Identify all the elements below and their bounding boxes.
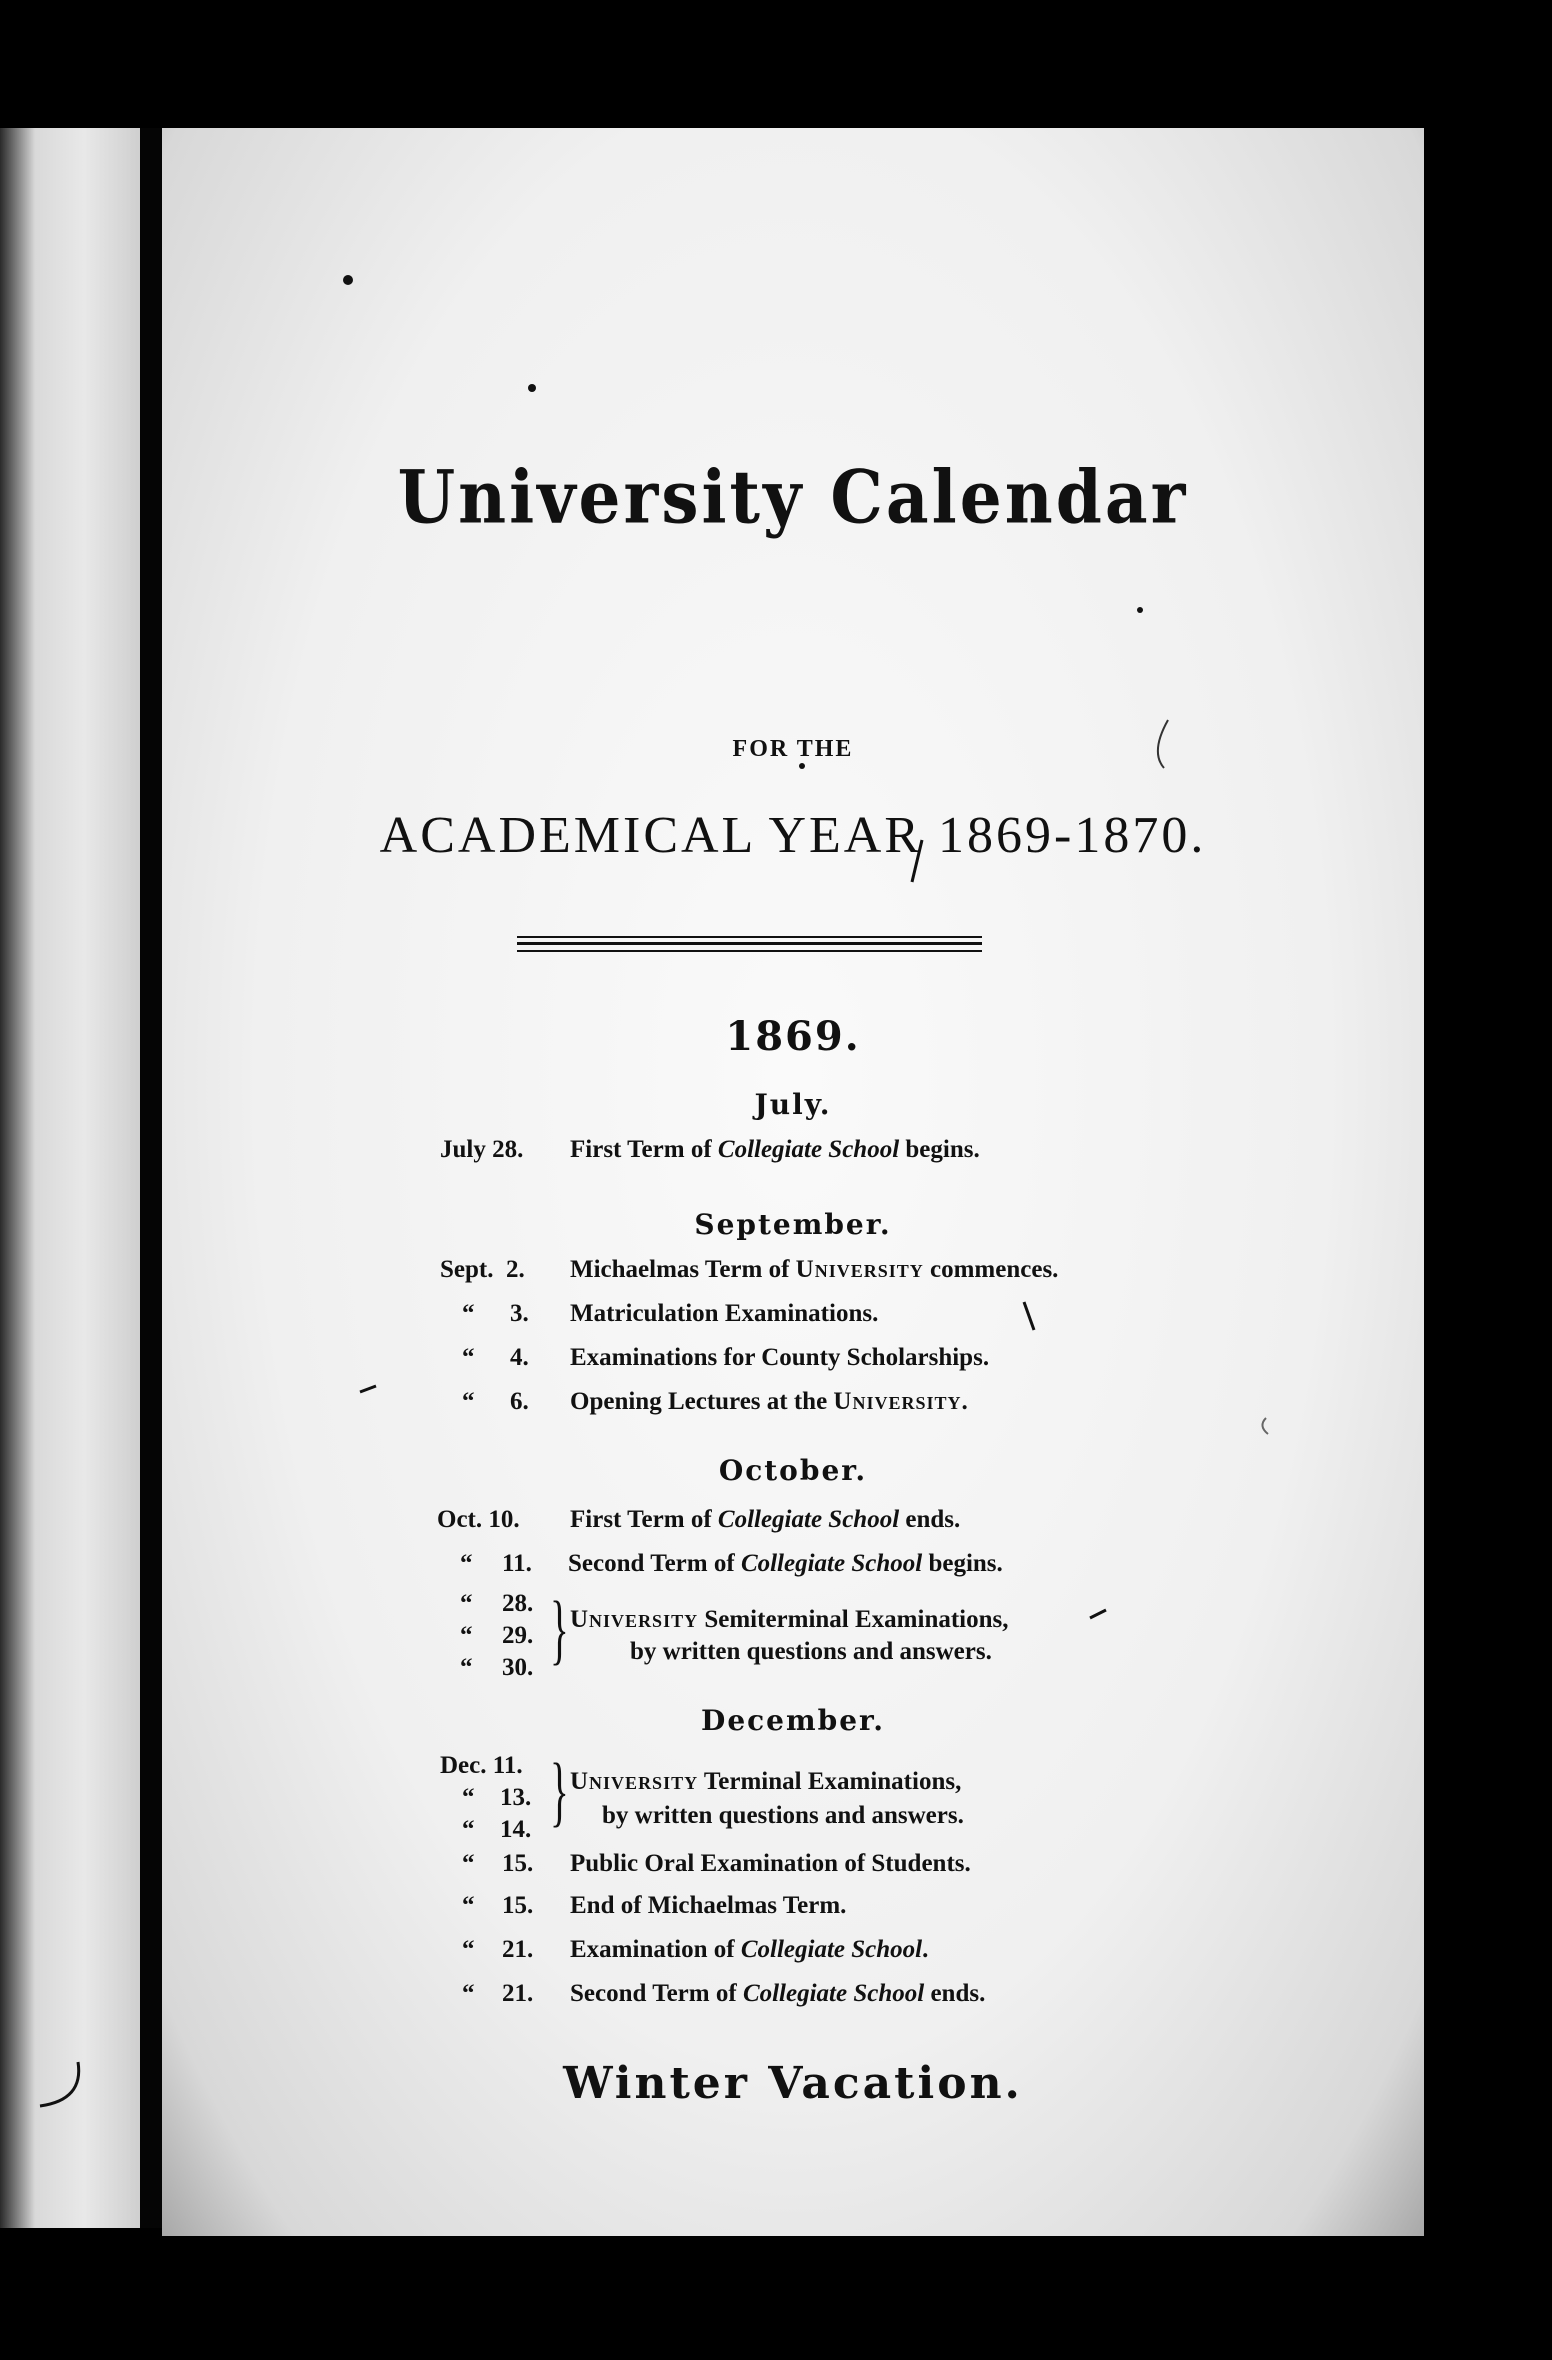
entry-date: Dec. 11.: [440, 1752, 523, 1779]
calendar-entry: [510, 1344, 990, 1372]
page-title: University Calendar: [397, 454, 1189, 540]
entry-text: ends.: [899, 1506, 961, 1533]
book-spine: [140, 128, 162, 2228]
academical-year-heading: ACADEMICAL YEAR 1869-1870.: [379, 807, 1207, 864]
entry-day: 13.: [500, 1784, 532, 1811]
ditto-mark: “: [462, 1892, 475, 1919]
ditto-mark: “: [462, 1300, 475, 1327]
month-heading-december: December.: [701, 1704, 885, 1737]
entry-text: by written questions and answers.: [602, 1802, 964, 1829]
calendar-entry: [570, 1768, 961, 1796]
entry-smallcaps: University: [570, 1768, 699, 1795]
calendar-entry: [510, 1300, 879, 1328]
entry-day: 21.: [502, 1936, 534, 1963]
entry-text: First Term of: [570, 1506, 718, 1533]
entry-text: Opening Lectures at the: [570, 1388, 834, 1415]
calendar-entry: [570, 1606, 1009, 1634]
entry-day: 14.: [500, 1816, 532, 1843]
entry-text: Second Term of: [568, 1550, 741, 1577]
subtitle-for-the: FOR THE: [732, 736, 854, 762]
entry-day: 21.: [502, 1980, 534, 2007]
calendar-entry: [502, 1980, 986, 2008]
ditto-mark: “: [462, 1980, 475, 2007]
ditto-mark: “: [460, 1654, 473, 1681]
entry-day: 3.: [510, 1300, 529, 1327]
year-heading: 1869.: [725, 1013, 861, 1060]
entry-italic: Collegiate School: [717, 1136, 900, 1163]
calendar-entry: [502, 1850, 971, 1878]
entry-text: .: [922, 1936, 929, 1963]
entry-italic: Collegiate School: [740, 1550, 923, 1577]
ditto-mark: “: [462, 1850, 475, 1877]
entry-date: Oct. 10.: [437, 1506, 520, 1533]
calendar-entry: [502, 1936, 929, 1964]
winter-vacation-heading: Winter Vacation.: [563, 2058, 1023, 2109]
entry-text: commences.: [923, 1256, 1059, 1283]
entry-date: Sept. 2.: [440, 1256, 525, 1283]
calendar-entry: [510, 1388, 968, 1416]
entry-smallcaps: University: [795, 1256, 924, 1283]
calendar-entry: [437, 1506, 961, 1534]
entry-day: 11.: [502, 1550, 532, 1577]
entry-day: 4.: [510, 1344, 529, 1371]
divider-rule: [517, 950, 982, 952]
entry-italic: Collegiate School: [717, 1506, 900, 1533]
entry-text: End of Michaelmas Term.: [570, 1892, 847, 1919]
ditto-mark: “: [462, 1388, 475, 1415]
ditto-mark: “: [462, 1816, 475, 1843]
entry-day: 30.: [502, 1654, 534, 1681]
divider-rule: [517, 942, 982, 945]
calendar-entry: [502, 1550, 1003, 1578]
entry-smallcaps: University: [833, 1388, 962, 1415]
entry-text: .: [961, 1388, 968, 1415]
month-heading-july: July.: [754, 1088, 832, 1121]
curly-brace: }: [550, 1585, 569, 1672]
entry-text: begins.: [922, 1550, 1003, 1577]
calendar-entry: [502, 1892, 847, 1920]
entry-text: First Term of: [570, 1136, 718, 1163]
facing-page-edge: [0, 128, 140, 2228]
ditto-mark: “: [462, 1344, 475, 1371]
entry-text: Matriculation Examinations.: [570, 1300, 879, 1327]
entry-text: Terminal Examinations,: [698, 1768, 962, 1795]
entry-text: Semiterminal Examinations,: [698, 1606, 1009, 1633]
entry-text: by written questions and answers.: [630, 1638, 992, 1665]
entry-text: ends.: [924, 1980, 986, 2007]
month-heading-september: September.: [694, 1208, 892, 1241]
entry-italic: Collegiate School: [742, 1980, 925, 2007]
divider-rule: [517, 936, 982, 938]
ditto-mark: “: [462, 1936, 475, 1963]
entry-day: 29.: [502, 1622, 534, 1649]
ditto-mark: “: [460, 1590, 473, 1617]
calendar-entry: [440, 1136, 980, 1164]
entry-text: Examinations for County Scholarships.: [570, 1344, 990, 1371]
entry-text: Second Term of: [570, 1980, 743, 2007]
entry-date: July 28.: [440, 1136, 524, 1163]
ditto-mark: “: [462, 1784, 475, 1811]
entry-smallcaps: University: [570, 1606, 699, 1633]
ditto-mark: “: [460, 1622, 473, 1649]
entry-text: begins.: [899, 1136, 980, 1163]
calendar-page: [162, 128, 1424, 2236]
entry-italic: Collegiate School: [740, 1936, 923, 1963]
ditto-mark: “: [460, 1550, 473, 1577]
month-heading-october: October.: [718, 1454, 868, 1487]
curly-brace: }: [550, 1747, 569, 1834]
entry-day: 28.: [502, 1590, 534, 1617]
entry-day: 15.: [502, 1850, 534, 1877]
entry-text: Public Oral Examination of Students.: [570, 1850, 971, 1877]
entry-day: 6.: [510, 1388, 529, 1415]
calendar-entry: [440, 1256, 1059, 1284]
entry-day: 15.: [502, 1892, 534, 1919]
entry-text: Examination of: [570, 1936, 741, 1963]
entry-text: Michaelmas Term of: [570, 1256, 796, 1283]
